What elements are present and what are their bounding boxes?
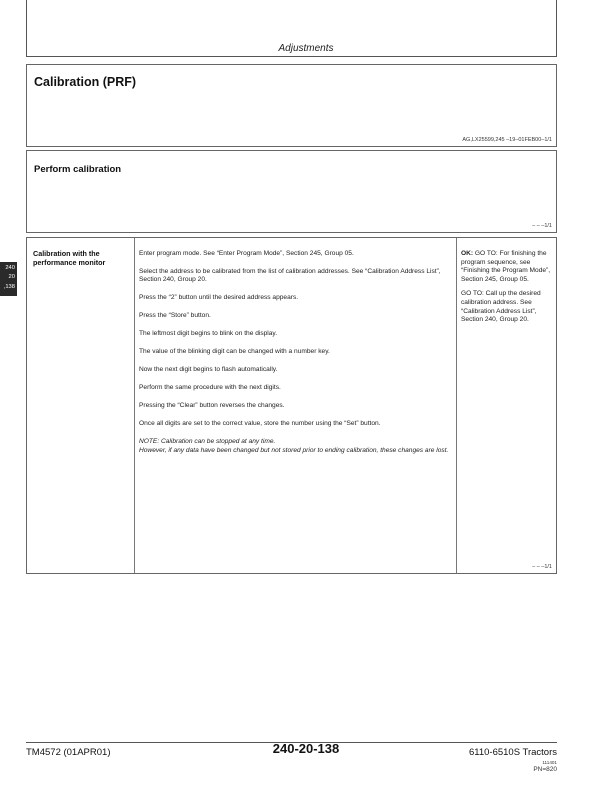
step: Once all digits are set to the correct value, store the number using the “Set” button. <box>139 420 381 428</box>
note-line: However, if any data have been changed but not stored prior to ending calibration, these changes are lost. <box>139 446 449 454</box>
goto-result: GO TO: Call up the desired calibration address. See “Calibration Address List”, Section 240, Group 20. <box>461 290 541 324</box>
page-marker: – – –1/1 <box>532 223 552 229</box>
tab-page: ,138 <box>3 283 15 290</box>
step: Perform the same procedure with the next digits. <box>139 384 281 392</box>
ok-result <box>461 250 553 284</box>
perform-calibration-block <box>26 150 557 233</box>
section-title: Calibration (PRF) <box>34 75 137 89</box>
ok-label: OK: <box>461 250 474 257</box>
column-divider-left <box>134 238 135 573</box>
procedure-heading <box>33 249 131 267</box>
procedure-heading-line1: Calibration with the <box>33 249 100 258</box>
step: Enter program mode. See “Enter Program Mode”, Section 245, Group 05. <box>139 250 354 257</box>
calibration-procedure-block <box>26 237 557 574</box>
reference-code: AG,LX25599,245 –19–01FEB00–1/1 <box>462 137 552 143</box>
manual-number: TM4572 (01APR01) <box>26 747 111 758</box>
step: Press the “Store” button. <box>139 312 211 320</box>
note-line: NOTE: Calibration can be stopped at any time. <box>139 438 276 446</box>
step: Press the “2” button until the desired address appears. <box>139 294 299 302</box>
calibration-prf-block <box>26 64 557 147</box>
tab-group: 20 <box>8 274 15 281</box>
step: Select the address to be calibrated from the list of calibration addresses. See “Calibration Address List”, Section 240, Group 20. <box>139 268 441 284</box>
step: The leftmost digit begins to blink on the display. <box>139 330 278 338</box>
section-tab <box>0 262 17 296</box>
page-marker: – – –1/1 <box>532 564 552 570</box>
column-divider-right <box>456 238 457 573</box>
header-rule <box>26 56 557 57</box>
header-title: Adjustments <box>278 43 334 54</box>
page-number: 240-20-138 <box>272 741 340 756</box>
step: The value of the blinking digit can be changed with a number key. <box>139 348 330 356</box>
step: Pressing the “Clear” button reverses the changes. <box>139 402 285 410</box>
ok-text: GO TO: For finishing the program sequence, see “Finishing the Program Mode”, Section 245, Group 05. <box>461 250 551 283</box>
model-name: 6110-6510S Tractors <box>468 747 557 758</box>
result-column <box>461 250 553 331</box>
step: Now the next digit begins to flash automatically. <box>139 366 278 374</box>
subsection-title: Perform calibration <box>34 164 122 175</box>
tab-section: 240 <box>5 265 15 271</box>
pn-number: PN=820 <box>533 766 557 773</box>
procedure-steps <box>139 250 451 465</box>
procedure-heading-line2: performance monitor <box>33 258 106 267</box>
print-code: 111401 <box>542 760 557 765</box>
